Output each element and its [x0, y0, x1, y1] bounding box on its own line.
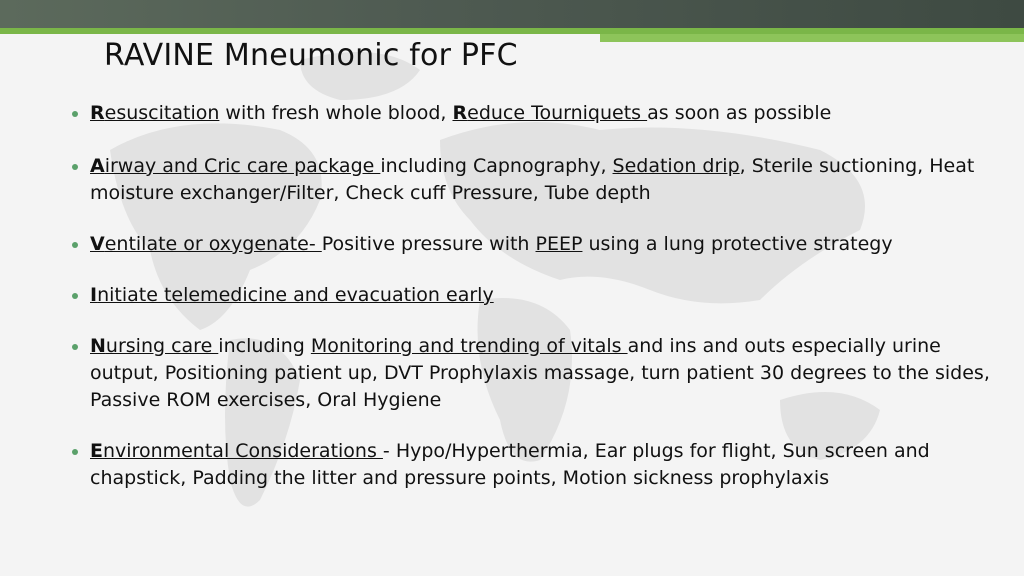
bullet-item: [70, 153, 990, 207]
bullet-text-segment: R: [90, 102, 105, 124]
bullet-text-segment: and ins and outs especially urine output, Positioning patient up, DVT Prophylaxis massage, turn patient 30 degrees to the sides, Passive ROM exercises, Oral Hygiene: [90, 335, 990, 411]
bullet-text-segment: V: [90, 233, 105, 255]
bullet-list: [70, 100, 990, 492]
bullet-text-segment: I: [90, 284, 98, 306]
bullet-text-segment: entilate or oxygenate-: [104, 233, 322, 255]
bullet-text-segment: Monitoring and trending of vitals: [310, 335, 628, 357]
bullet-text-segment: including Capnography,: [380, 155, 613, 177]
bullet-text-segment: Sedation drip: [612, 155, 740, 177]
bullet-text-segment: E: [90, 440, 103, 462]
bullet-text-segment: esuscitation: [104, 102, 220, 124]
bullet-text-segment: using a lung protective strategy: [582, 233, 893, 255]
slide-title: RAVINE Mneumonic for PFC: [104, 38, 518, 73]
bullet-text-segment: including: [218, 335, 311, 357]
bullet-text-segment: - Hypo/Hyperthermia, Ear plugs for flight, Sun screen and chapstick, Padding the litter and pressure points, Motion sickness prophylaxis: [90, 440, 930, 489]
bullet-text-segment: , Sterile suctioning, Heat moisture exchanger/Filter, Check cuff Pressure, Tube depth: [90, 155, 975, 204]
bullet-text-segment: nvironmental Considerations: [102, 440, 383, 462]
bullet-text-segment: ursing care: [105, 335, 219, 357]
header-band-green-accent: [600, 34, 1024, 42]
bullet-text-segment: N: [90, 335, 106, 357]
header-band-dark: [0, 0, 1024, 28]
bullet-item: [70, 231, 990, 258]
bullet-text-segment: with fresh whole blood,: [219, 102, 453, 124]
bullet-text-segment: irway and Cric care package: [104, 155, 381, 177]
bullet-text-segment: nitiate telemedicine and evacuation early: [97, 284, 494, 306]
bullet-item: [70, 333, 990, 414]
bullet-text-segment: Positive pressure with: [321, 233, 536, 255]
bullet-text-segment: PEEP: [535, 233, 583, 255]
bullet-item: [70, 282, 990, 309]
bullet-item: [70, 100, 990, 127]
bullet-text-segment: R: [452, 102, 468, 124]
bullet-item: [70, 438, 990, 492]
bullet-text-segment: educe Tourniquets: [467, 102, 648, 124]
bullet-text-segment: as soon as possible: [647, 102, 832, 124]
bullet-text-segment: A: [90, 155, 105, 177]
